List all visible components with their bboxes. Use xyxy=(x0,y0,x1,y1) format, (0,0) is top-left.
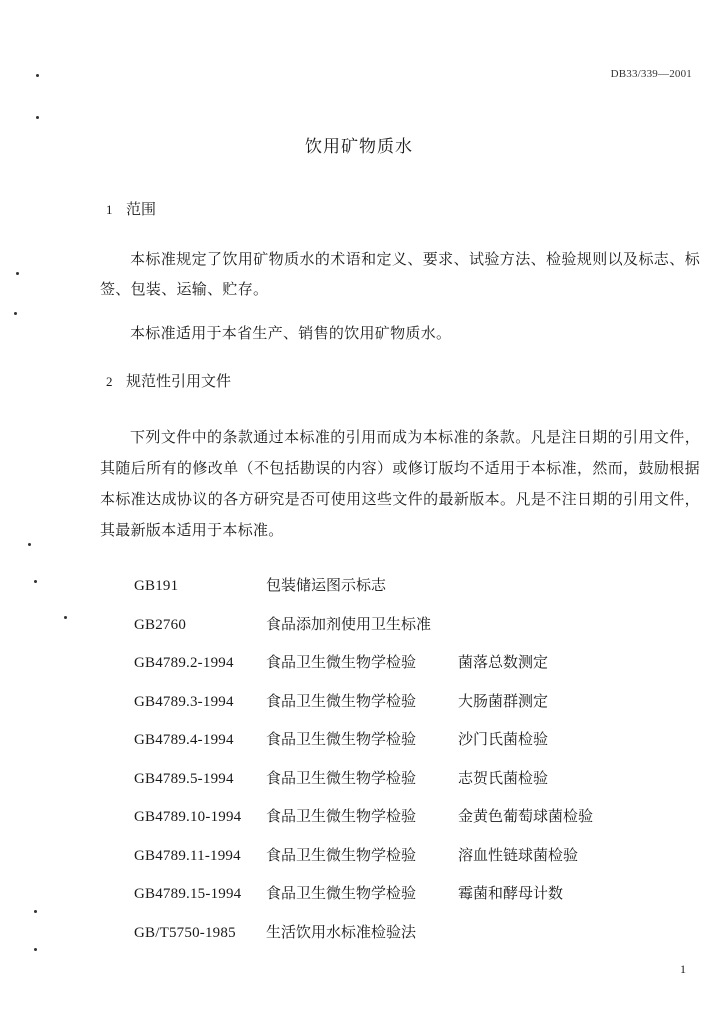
reference-title: 食品添加剂使用卫生标准 xyxy=(266,614,432,633)
reference-code: GB4789.2-1994 xyxy=(134,655,234,671)
section-heading-normative-references xyxy=(106,370,231,391)
reference-title: 食品卫生微生物学检验 xyxy=(266,807,417,825)
reference-item xyxy=(134,690,694,729)
reference-item xyxy=(134,651,694,690)
reference-code: GB2760 xyxy=(134,616,187,633)
reference-item xyxy=(134,882,694,921)
scan-speck xyxy=(64,616,67,619)
section-title: 规范性引用文件 xyxy=(126,372,232,390)
scan-speck xyxy=(34,910,37,913)
reference-code: GB4789.10-1994 xyxy=(134,809,242,825)
reference-subtitle: 菌落总数测定 xyxy=(458,653,549,671)
reference-item xyxy=(134,805,694,844)
document-code: DB33/339—2001 xyxy=(610,68,692,80)
reference-item xyxy=(134,844,694,883)
reference-subtitle: 金黄色葡萄球菌检验 xyxy=(458,807,594,825)
scan-speck xyxy=(34,580,37,583)
reference-code: GB4789.11-1994 xyxy=(134,847,241,864)
reference-title: 食品卫生微生物学检验 xyxy=(266,845,417,864)
section-heading-scope xyxy=(106,198,156,219)
reference-subtitle: 志贺氏菌检验 xyxy=(458,768,549,787)
section-number: 2 xyxy=(106,374,113,389)
reference-subtitle: 沙门氏菌检验 xyxy=(458,730,549,748)
scope-paragraph-2: 本标准适用于本省生产、销售的饮用矿物质水。 xyxy=(130,324,452,342)
reference-title: 包装储运图示标志 xyxy=(266,576,387,594)
reference-item xyxy=(134,728,694,767)
section-number: 1 xyxy=(106,202,113,217)
reference-code: GB191 xyxy=(134,578,179,594)
references-intro-paragraph: 下列文件中的条款通过本标准的引用而成为本标准的条款。凡是注日期的引用文件，其随后所有的修改单（不包括勘误的内容）或修订版均不适用于本标准，然而，鼓励根据本标准达成协议的各方研究是否可使用这些文件的最新版本。凡是不注日期的引用文件，其最新版本适用于本标准。 xyxy=(100,428,700,539)
reference-title: 食品卫生微生物学检验 xyxy=(266,691,417,710)
scan-speck xyxy=(34,948,37,951)
reference-title: 食品卫生微生物学检验 xyxy=(266,730,417,748)
reference-code: GB/T5750-1985 xyxy=(134,924,236,941)
reference-title: 食品卫生微生物学检验 xyxy=(266,653,417,671)
page-number: 1 xyxy=(680,962,686,976)
reference-code: GB4789.15-1994 xyxy=(134,886,242,902)
reference-subtitle: 溶血性链球菌检验 xyxy=(458,845,579,864)
scan-speck xyxy=(36,74,39,77)
scan-speck xyxy=(28,543,31,546)
reference-item xyxy=(134,767,694,806)
document-title: 饮用矿物质水 xyxy=(305,137,413,157)
reference-title: 食品卫生微生物学检验 xyxy=(266,768,417,787)
reference-item xyxy=(134,921,694,960)
reference-item xyxy=(134,574,694,613)
section-title: 范围 xyxy=(126,200,157,218)
scope-paragraph-1: 本标准规定了饮用矿物质水的术语和定义、要求、试验方法、检验规则以及标志、标签、包装、运输、贮存。 xyxy=(100,250,700,298)
reference-title: 食品卫生微生物学检验 xyxy=(266,884,417,902)
reference-code: GB4789.4-1994 xyxy=(134,732,234,748)
reference-item xyxy=(134,613,694,652)
reference-subtitle: 霉菌和酵母计数 xyxy=(458,884,564,902)
reference-subtitle: 大肠菌群测定 xyxy=(458,691,549,710)
reference-code: GB4789.3-1994 xyxy=(134,693,234,710)
reference-code: GB4789.5-1994 xyxy=(134,770,234,787)
scan-speck xyxy=(16,272,19,275)
reference-list xyxy=(134,574,694,959)
scan-speck xyxy=(36,116,39,119)
reference-title: 生活饮用水标准检验法 xyxy=(266,922,417,941)
scan-speck xyxy=(14,312,17,315)
